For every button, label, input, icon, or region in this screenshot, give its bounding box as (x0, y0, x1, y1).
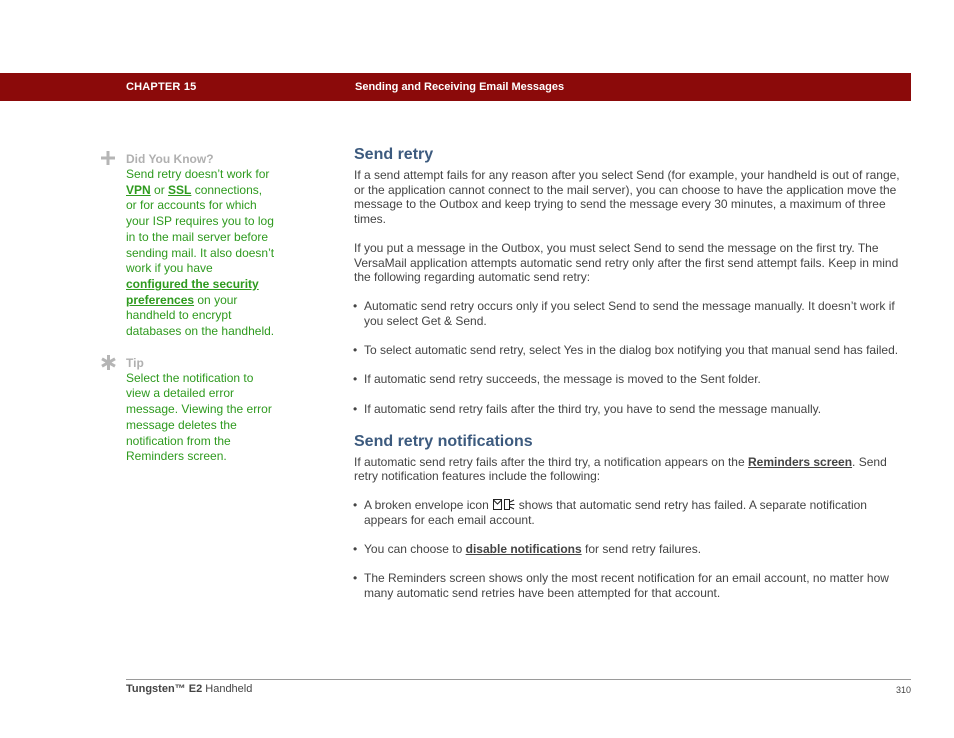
note-text-3: connections, or for accounts for which your ISP requires you to log in to the mail server before sending mail. It also doesn’t work if you have (126, 182, 275, 276)
list-item: • Automatic send retry occurs only if you select Send to send the message manually. It doesn’t work if you select Get & Send. (354, 299, 910, 328)
sidebar (100, 151, 275, 465)
list-item: • To select automatic send retry, select Yes in the dialog box notifying you that manual send has failed. (354, 343, 910, 358)
paragraph-text: If automatic send retry fails after the third try, a notification appears on the (354, 454, 748, 469)
notifications-list (354, 498, 910, 600)
send-retry-heading: Send retry (354, 146, 434, 163)
list-item: • If automatic send retry succeeds, the message is moved to the Sent folder. (354, 372, 910, 387)
did-you-know-note (100, 151, 275, 340)
list-item: • The Reminders screen shows only the most recent notification for an email account, no matter how many automatic send retries have been attempted for that account. (354, 571, 910, 600)
ssl-link[interactable]: SSL (168, 182, 192, 197)
broken-envelope-icon (493, 499, 515, 510)
chapter-header-bar (0, 73, 911, 101)
product-name: Tungsten™ E2 (126, 683, 203, 695)
list-text: shows that automatic send retry has failed. A separate notification appears for each email account. (364, 498, 867, 528)
note-text-4: on your handheld to encrypt databases on the handheld. (126, 292, 275, 339)
list-text: for send retry failures. (581, 542, 702, 557)
list-text: A broken envelope icon (364, 498, 489, 513)
did-you-know-heading: Did You Know? (126, 152, 214, 166)
reminders-screen-link[interactable]: Reminders screen (747, 454, 853, 469)
tip-heading: Tip (126, 355, 144, 370)
list-item (354, 498, 910, 527)
send-retry-paragraph-2: If you put a message in the Outbox, you must select Send to send the message on the first try. The VersaMail application attempts automatic send retry only after the first send attempt fails. Keep in mind the following regarding automatic send retry: (354, 240, 899, 285)
disable-notifications-link[interactable]: disable notifications (465, 542, 582, 557)
send-retry-list (354, 299, 910, 416)
list-item (354, 542, 910, 557)
list-text: You can choose to (364, 542, 466, 557)
footer-divider (126, 679, 911, 680)
vpn-link[interactable]: VPN (126, 182, 151, 197)
tip-text: Select the notification to view a detailed error message. Viewing the error message deletes the notification from the Reminders screen. (126, 370, 272, 464)
note-text-2: or (150, 182, 169, 197)
chapter-title: Sending and Receiving Email Messages (355, 81, 565, 93)
chapter-label: CHAPTER 15 (126, 81, 197, 93)
main-content (354, 144, 910, 615)
footer-product (126, 683, 252, 695)
plus-icon (100, 151, 116, 167)
paragraph-text: . Send retry notification features include the following: (354, 454, 887, 484)
notifications-paragraph (354, 455, 910, 484)
send-retry-paragraph-1: If a send attempt fails for any reason after you select Send (for example, your handheld is out of range, or the application cannot connect to the mail server), you can choose to have the application move the message to the Outbox and keep trying to send the message every 30 minutes, a maximum of three times. (354, 168, 900, 226)
page-number: 310 (895, 685, 911, 695)
did-you-know-text (126, 167, 275, 340)
send-retry-notifications-heading: Send retry notifications (354, 432, 533, 450)
tip-note (100, 355, 275, 465)
product-suffix: Handheld (202, 683, 253, 695)
note-text-1: Send retry doesn’t work for (126, 167, 270, 181)
security-preferences-link[interactable]: configured the security preferences (126, 276, 259, 307)
list-item: • If automatic send retry fails after the third try, you have to send the message manually. (354, 402, 910, 417)
asterisk-icon (100, 355, 116, 371)
